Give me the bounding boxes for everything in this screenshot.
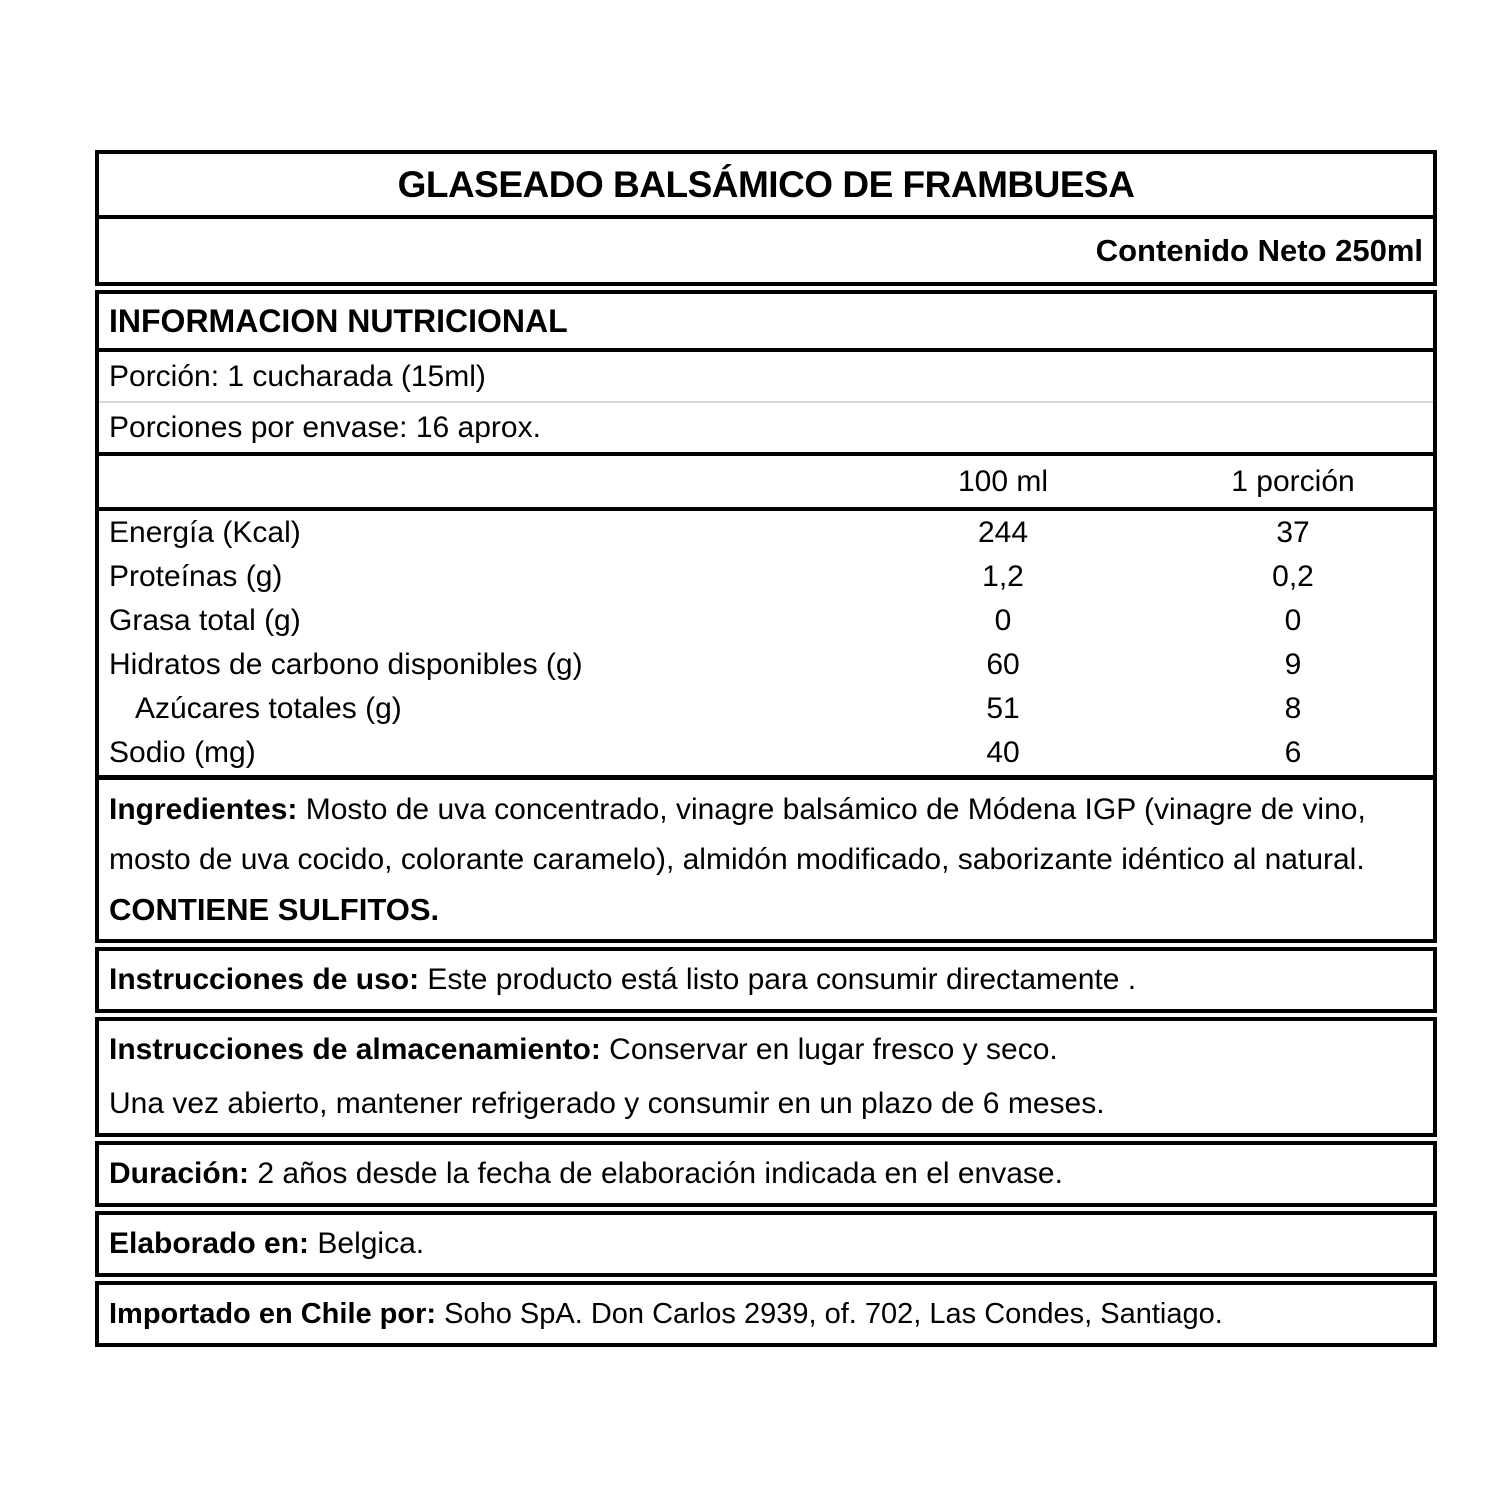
nutrient-label: Grasa total (g) bbox=[109, 604, 301, 637]
nutrient-value-100ml: 1,2 bbox=[982, 560, 1024, 593]
table-row-energia bbox=[99, 511, 1433, 555]
net-content: Contenido Neto 250ml bbox=[1095, 233, 1423, 268]
nutrient-label: Hidratos de carbono disponibles (g) bbox=[109, 648, 583, 681]
usage-label: Instrucciones de uso: bbox=[109, 963, 420, 996]
nutrient-value-porcion: 0,2 bbox=[1272, 560, 1314, 593]
nutrient-value-100ml: 40 bbox=[986, 736, 1020, 769]
nutrient-value-porcion: 37 bbox=[1276, 516, 1310, 549]
column-header-porcion: 1 porción bbox=[1231, 465, 1355, 498]
table-row-sodio bbox=[99, 731, 1433, 775]
importer-text: Soho SpA. Don Carlos 2939, of. 702, Las Condes, Santiago. bbox=[444, 1298, 1223, 1330]
empty-header-cell bbox=[99, 465, 853, 499]
nutrient-value-100ml: 0 bbox=[994, 604, 1012, 637]
origin-statement bbox=[99, 1215, 1433, 1273]
nutrient-value-100ml: 51 bbox=[986, 692, 1020, 725]
importer-box bbox=[95, 1281, 1437, 1347]
serving-size: Porción: 1 cucharada (15ml) bbox=[99, 352, 1433, 403]
duration-label: Duración: bbox=[109, 1157, 250, 1190]
usage-instructions-box bbox=[95, 947, 1437, 1013]
nutrient-value-porcion: 9 bbox=[1284, 648, 1302, 681]
product-title: GLASEADO BALSÁMICO DE FRAMBUESA bbox=[99, 154, 1433, 219]
origin-box bbox=[95, 1211, 1437, 1277]
origin-label: Elaborado en: bbox=[109, 1227, 310, 1260]
table-row-grasa bbox=[99, 599, 1433, 643]
storage-label: Instrucciones de almacenamiento: bbox=[109, 1033, 601, 1066]
duration-box bbox=[95, 1141, 1437, 1207]
usage-instructions bbox=[99, 951, 1433, 1009]
nutrient-value-porcion: 0 bbox=[1284, 604, 1302, 637]
nutrient-value-porcion: 8 bbox=[1284, 692, 1302, 725]
nutrition-column-headers bbox=[99, 456, 1433, 511]
nutrient-value-100ml: 60 bbox=[986, 648, 1020, 681]
table-row-azucares bbox=[99, 687, 1433, 731]
usage-text: Este producto está listo para consumir directamente . bbox=[427, 963, 1137, 996]
nutrition-label bbox=[95, 150, 1437, 1347]
servings-per-container: Porciones por envase: 16 aprox. bbox=[99, 403, 1433, 456]
header-box bbox=[95, 150, 1437, 286]
nutrient-label: Energía (Kcal) bbox=[109, 516, 301, 549]
ingredients-list: Mosto de uva concentrado, vinagre balsámico de Módena IGP (vinagre de vino, mosto de uva cocido, colorante caramelo), almidón modificado, saborizante idéntico al natural. bbox=[109, 793, 1366, 876]
storage-text: Conservar en lugar fresco y seco. bbox=[609, 1033, 1058, 1066]
ingredients-box bbox=[95, 778, 1437, 943]
ingredients-label: Ingredientes: bbox=[109, 793, 298, 826]
storage-instructions bbox=[99, 1021, 1433, 1074]
duration-statement bbox=[99, 1145, 1433, 1203]
table-row-hidratos bbox=[99, 643, 1433, 687]
nutrition-facts-box bbox=[95, 290, 1437, 778]
allergen-statement: CONTIENE SULFITOS. bbox=[109, 892, 440, 927]
importer-statement bbox=[99, 1285, 1433, 1343]
nutrition-section-title: INFORMACION NUTRICIONAL bbox=[99, 294, 1433, 352]
importer-label: Importado en Chile por: bbox=[109, 1298, 437, 1330]
nutrient-label: Azúcares totales (g) bbox=[135, 692, 402, 725]
origin-text: Belgica. bbox=[317, 1227, 425, 1260]
table-row-proteinas bbox=[99, 555, 1433, 599]
ingredients-text bbox=[99, 780, 1433, 885]
duration-text: 2 años desde la fecha de elaboración indicada en el envase. bbox=[257, 1157, 1063, 1190]
storage-instructions-box bbox=[95, 1017, 1437, 1137]
nutrient-label: Sodio (mg) bbox=[109, 736, 256, 769]
column-header-100ml: 100 ml bbox=[957, 465, 1049, 498]
nutrient-value-porcion: 6 bbox=[1284, 736, 1302, 769]
storage-after-opening: Una vez abierto, mantener refrigerado y consumir en un plazo de 6 meses. bbox=[109, 1087, 1105, 1120]
nutrient-label: Proteínas (g) bbox=[109, 560, 283, 593]
nutrient-value-100ml: 244 bbox=[977, 516, 1029, 549]
